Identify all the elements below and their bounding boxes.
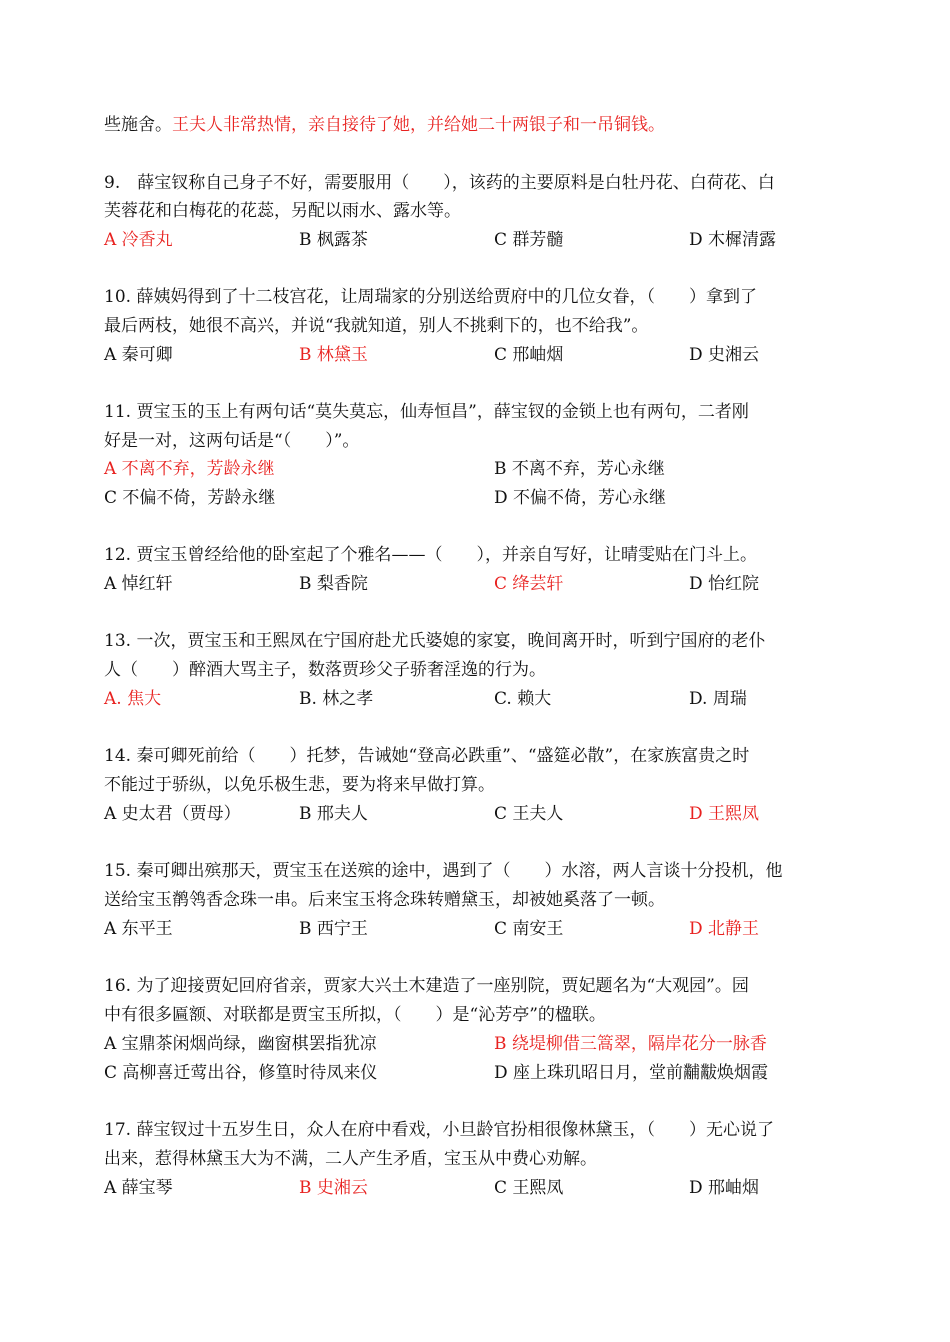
q14-line-1: 14. 秦可卿死前给（ ）托梦，告诫她“登高必跌重”、“盛筵必散”，在家族富贵之时 [104, 746, 750, 766]
q11-option-a: A 不离不弃，芳龄永继 [104, 459, 275, 479]
q14-options [104, 800, 849, 829]
intro-answer-text: 王夫人非常热情，亲自接待了她，并给她二十两银子和一吊铜钱。 [172, 115, 665, 135]
q11-option-b: B 不离不弃，芳心永继 [494, 459, 665, 479]
q17-line-1: 17. 薛宝钗过十五岁生日，众人在府中看戏，小旦龄官扮相很像林黛玉，（ ）无心说了 [104, 1120, 774, 1140]
q14-line-2: 不能过于骄纵，以免乐极生悲，要为将来早做打算。 [104, 775, 495, 795]
q15-line-1: 15. 秦可卿出殡那天，贾宝玉在送殡的途中，遇到了（ ）水溶，两人言谈十分投机，他 [104, 861, 783, 881]
q13-options [104, 685, 849, 714]
q9-option-d: D 木樨清露 [689, 230, 777, 250]
q16-option-c: C 高柳喜迁莺出谷，修篁时待凤来仪 [104, 1063, 378, 1083]
q16-option-a: A 宝鼎茶闲烟尚绿，幽窗棋罢指犹凉 [104, 1034, 377, 1054]
q9-option-b: B 枫露茶 [299, 230, 368, 250]
q13-option-c: C. 赖大 [494, 689, 552, 709]
q10-option-c: C 邢岫烟 [494, 345, 564, 365]
q9-option-c: C 群芳髓 [494, 230, 564, 250]
q15-options [104, 915, 849, 944]
q16-options-row-2 [104, 1059, 849, 1088]
q9-options [104, 226, 849, 255]
q16-option-b: B 绕堤柳借三篙翠，隔岸花分一脉香 [494, 1034, 767, 1054]
q12-line-1: 12. 贾宝玉曾经给他的卧室起了个雅名——（ ），并亲自写好，让晴雯贴在门斗上。 [104, 545, 757, 565]
q10-option-d: D 史湘云 [689, 345, 760, 365]
q12-option-a: A 悼红轩 [104, 574, 173, 594]
q12-option-c: C 绛芸轩 [494, 574, 564, 594]
q15-option-d: D 北静王 [689, 919, 760, 939]
q11-option-c: C 不偏不倚，芳龄永继 [104, 488, 276, 508]
q10-options [104, 341, 849, 370]
q14-option-d: D 王熙凤 [689, 804, 760, 824]
q16-options-row-1 [104, 1030, 849, 1059]
q12-options [104, 570, 849, 599]
q10-line-1: 10. 薛姨妈得到了十二枝宫花，让周瑞家的分别送给贾府中的几位女眷，（ ）拿到了 [104, 287, 757, 307]
q16-line-1: 16. 为了迎接贾妃回府省亲，贾家大兴土木建造了一座别院，贾妃题名为“大观园”。园 [104, 976, 749, 996]
q13-line-2: 人（ ）醉酒大骂主子，数落贾珍父子骄奢淫逸的行为。 [104, 660, 546, 680]
q12-option-d: D 怡红院 [689, 574, 760, 594]
q14-option-a: A 史太君（贾母） [104, 804, 241, 824]
q10-option-a: A 秦可卿 [104, 345, 173, 365]
q15-option-b: B 西宁王 [299, 919, 368, 939]
q9-line-1: 9. 薛宝钗称自己身子不好，需要服用（ ），该药的主要原料是白牡丹花、白荷花、白 [104, 173, 775, 193]
q11-options-row-1 [104, 455, 849, 484]
q13-option-b: B. 林之孝 [299, 689, 374, 709]
q16-line-2: 中有很多匾额、对联都是贾宝玉所拟，（ ）是“沁芳亭”的楹联。 [104, 1005, 606, 1025]
q15-option-a: A 东平王 [104, 919, 173, 939]
q11-line-1: 11. 贾宝玉的玉上有两句话“莫失莫忘，仙寿恒昌”，薛宝钗的金锁上也有两句，二者刚 [104, 402, 749, 422]
q11-line-2: 好是一对，这两句话是“（ ）”。 [104, 431, 360, 451]
q11-option-d: D 不偏不倚，芳心永继 [494, 488, 667, 508]
q10-option-b: B 林黛玉 [299, 345, 368, 365]
q15-option-c: C 南安王 [494, 919, 564, 939]
q11-options-row-2 [104, 484, 849, 513]
q9-line-2: 芙蓉花和白梅花的花蕊，另配以雨水、露水等。 [104, 201, 461, 221]
q17-option-c: C 王熙凤 [494, 1178, 564, 1198]
q17-options [104, 1174, 849, 1203]
q17-option-a: A 薛宝琴 [104, 1178, 173, 1198]
q17-option-d: D 邢岫烟 [689, 1178, 760, 1198]
q17-option-b: B 史湘云 [299, 1178, 368, 1198]
intro-line [104, 111, 849, 140]
q14-option-b: B 邢夫人 [299, 804, 368, 824]
q17-line-2: 出来，惹得林黛玉大为不满，二人产生矛盾，宝玉从中费心劝解。 [104, 1149, 597, 1169]
q13-option-a: A. 焦大 [104, 689, 162, 709]
q13-line-1: 13. 一次，贾宝玉和王熙凤在宁国府赴尤氏婆媳的家宴，晚间离开时，听到宁国府的老仆 [104, 631, 766, 651]
q12-option-b: B 梨香院 [299, 574, 368, 594]
q15-line-2: 送给宝玉鹡鸰香念珠一串。后来宝玉将念珠转赠黛玉，却被她奚落了一顿。 [104, 890, 665, 910]
q13-option-d: D. 周瑞 [689, 689, 747, 709]
q10-line-2: 最后两枝，她很不高兴，并说“我就知道，别人不挑剩下的，也不给我”。 [104, 316, 649, 336]
q16-option-d: D 座上珠玑昭日月，堂前黼黻焕烟霞 [494, 1063, 769, 1083]
q9-option-a: A 冷香丸 [104, 230, 173, 250]
q14-option-c: C 王夫人 [494, 804, 564, 824]
intro-text: 些施舍。 [104, 115, 172, 135]
